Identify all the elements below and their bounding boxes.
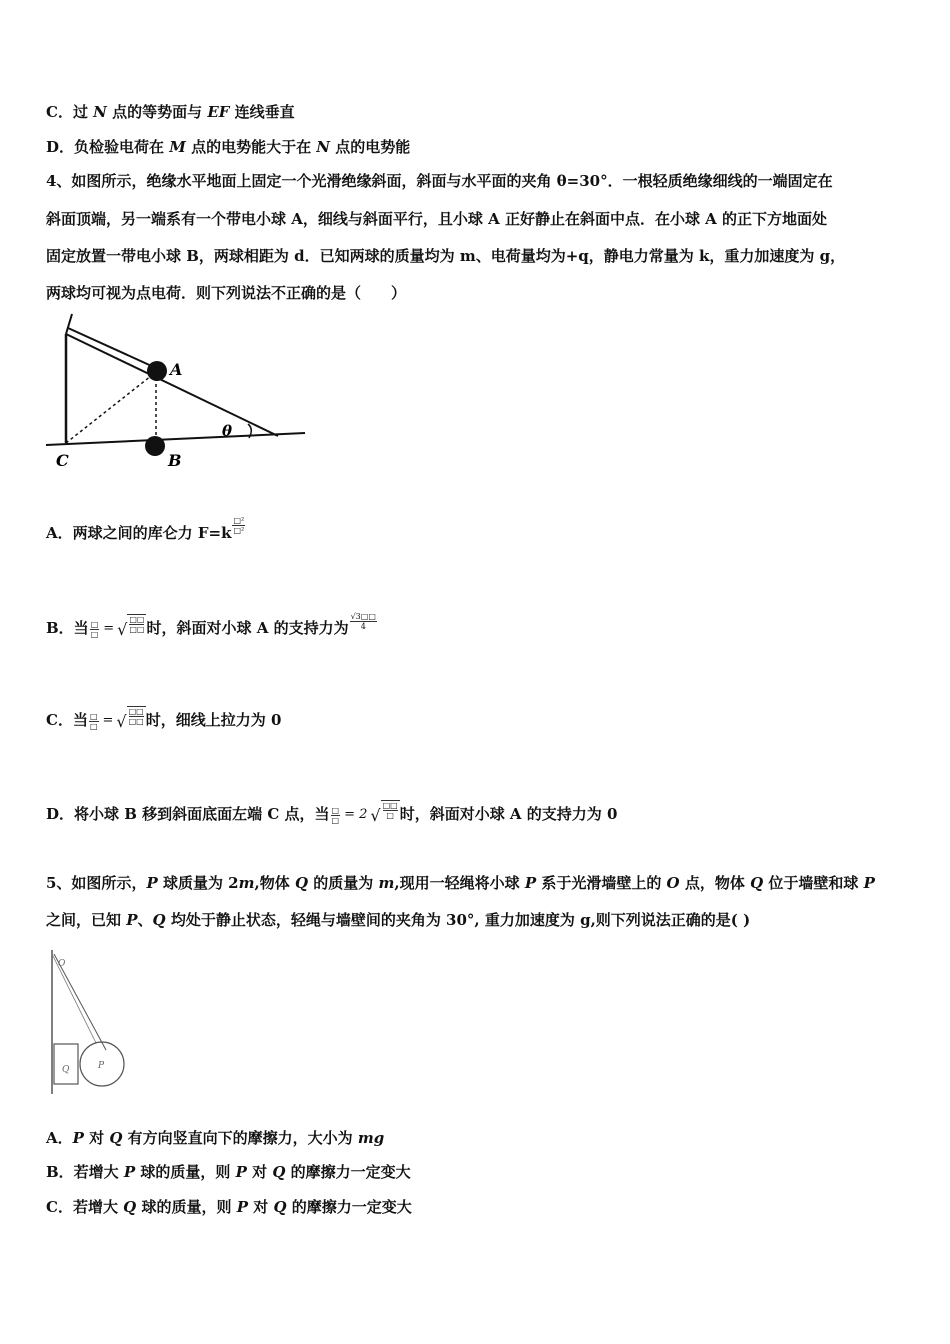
text: P — [236, 1198, 248, 1216]
text: 之间，已知 — [46, 911, 127, 929]
frac-num: □² — [233, 515, 245, 525]
text: 点的电势能大于在 — [185, 138, 317, 156]
top-stub — [66, 314, 72, 334]
text: 的摩擦力一定变大 — [286, 1198, 412, 1216]
text: P — [72, 1129, 84, 1147]
label-b: B — [168, 451, 182, 470]
text: m — [238, 874, 255, 892]
text: 、 — [137, 911, 153, 929]
text: C．若增大 — [46, 1198, 124, 1216]
text: N — [93, 103, 107, 121]
q4-option-d — [46, 800, 617, 830]
text: 连线垂直 — [229, 103, 295, 121]
text: Q — [152, 911, 166, 929]
label-theta: θ — [222, 422, 233, 440]
text: 时，斜面对小球 A 的支持力为 0 — [399, 805, 618, 823]
text: A．两球之间的库仑力 F=k — [46, 524, 232, 542]
text: 点的电势能 — [330, 138, 411, 156]
text: 对 — [246, 1163, 273, 1181]
q4-option-b — [46, 611, 378, 644]
frac-den: 4 — [360, 621, 366, 631]
text: Q — [109, 1129, 123, 1147]
frac-num: □ — [89, 711, 98, 721]
text: 球的质量，则 — [136, 1198, 237, 1216]
text: P — [123, 1163, 136, 1181]
dashed-diagonal — [66, 372, 156, 443]
label-o: O — [58, 959, 66, 969]
ball-a — [147, 361, 167, 381]
rad-den: □□ — [128, 717, 144, 726]
text: EF — [207, 103, 230, 121]
text: B．若增大 — [46, 1163, 124, 1181]
frac-num: □ — [90, 619, 99, 629]
text: m — [378, 874, 395, 892]
text: 点的等势面与 — [106, 103, 208, 121]
text: B．当 — [46, 619, 89, 637]
text: 均处于静止状态，轻绳与墙壁间的夹角为 30°, 重力加速度为 g,则下列说法正确的是( ) — [165, 911, 751, 929]
text: 有方向竖直向下的摩擦力，大小为 — [122, 1129, 358, 1147]
rad-den: □□ — [129, 625, 145, 634]
q4-stem-line-3: 固定放置一带电小球 B，两球相距为 d．已知两球的质量均为 m、电荷量均为+q，静电力常量为 k，重力加速度为 g， — [46, 247, 846, 265]
text: 球的质量，则 — [135, 1163, 236, 1181]
text: P — [863, 874, 875, 892]
q4-option-c — [46, 706, 281, 736]
label-a: A — [170, 360, 183, 379]
rad-den: □ — [386, 811, 394, 820]
text: 系于光滑墙壁上的 — [536, 874, 667, 892]
text: ,现用一轻绳将小球 — [394, 874, 525, 892]
rad-num: □□ — [129, 615, 145, 624]
text: Q — [273, 1198, 287, 1216]
text: 的摩擦力一定变大 — [285, 1163, 411, 1181]
text: O — [666, 874, 680, 892]
q4-stem-line-2: 斜面顶端，另一端系有一个带电小球 A，细线与斜面平行，且小球 A 正好静止在斜面中点．在小球 A 的正下方地面处 — [46, 210, 828, 228]
text: P — [524, 874, 537, 892]
text: 位于墙壁和球 — [763, 874, 864, 892]
text: 时，细线上拉力为 0 — [145, 711, 282, 729]
text: 点，物体 — [679, 874, 751, 892]
q4-stem-line-4: 两球均可视为点电荷．则下列说法不正确的是（ ） — [46, 284, 407, 302]
q5-option-c — [46, 1197, 412, 1217]
fraction — [331, 806, 341, 825]
text: D．将小球 B 移到斜面底面左端 C 点，当 — [46, 805, 330, 823]
rad-num: □□ — [128, 707, 144, 716]
frac-den: □ — [90, 629, 99, 639]
frac-den: □² — [233, 525, 245, 535]
text: C．当 — [46, 711, 88, 729]
block-q — [54, 1044, 78, 1084]
q3-option-d — [46, 137, 410, 157]
rad-num: □□ — [382, 801, 398, 810]
text: mg — [357, 1129, 385, 1147]
text: 对 — [83, 1129, 110, 1147]
text: D．负检验电荷在 — [46, 138, 170, 156]
q4-stem-line-1: 4、如图所示，绝缘水平地面上固定一个光滑绝缘斜面，斜面与水平面的夹角 θ=30°．一根轻质绝缘细线的一端固定在 — [46, 172, 833, 190]
text: C．过 — [46, 103, 94, 121]
text: 5、如图所示， — [46, 874, 147, 892]
equals: = 2 — [344, 807, 368, 822]
text: 球质量为 2 — [157, 874, 239, 892]
label-p: P — [98, 1061, 105, 1071]
frac-den: □ — [89, 721, 98, 731]
frac-num: □ — [331, 805, 340, 815]
label-c: C — [56, 451, 69, 470]
text: P — [126, 911, 138, 929]
q5-option-b — [46, 1162, 411, 1182]
text: A． — [46, 1129, 73, 1147]
fraction — [232, 516, 245, 535]
text: Q — [294, 874, 309, 892]
text: 的质量为 — [308, 874, 379, 892]
text: ,物体 — [254, 874, 295, 892]
text: P — [235, 1163, 247, 1181]
text: Q — [272, 1163, 286, 1181]
incline-slope — [66, 334, 278, 436]
q5-wall-figure — [44, 948, 134, 1098]
text: Q — [750, 874, 764, 892]
equals: = — [103, 621, 115, 636]
text: 时，斜面对小球 A 的支持力为 — [146, 619, 349, 637]
fraction — [90, 620, 100, 639]
sqrt: √ □□ □ — [370, 801, 398, 825]
text: 对 — [247, 1198, 274, 1216]
text: M — [169, 138, 186, 156]
text: P — [146, 874, 158, 892]
sqrt: √ □□ □□ — [116, 707, 144, 731]
q4-incline-figure — [42, 310, 312, 475]
text: Q — [123, 1198, 137, 1216]
frac-den: □ — [331, 815, 340, 825]
q5-stem-line-1 — [46, 873, 875, 893]
text: N — [316, 138, 331, 156]
q3-option-c — [46, 102, 295, 122]
q4-option-a — [46, 515, 246, 544]
q5-option-a — [46, 1128, 384, 1148]
fraction — [89, 712, 99, 731]
label-q: Q — [62, 1065, 70, 1075]
ground-line — [46, 433, 305, 445]
sqrt: √ □□ □□ — [117, 615, 145, 639]
thread — [68, 328, 156, 368]
ball-b — [145, 436, 165, 456]
q5-stem-line-2 — [46, 910, 750, 930]
result-fraction — [350, 612, 377, 631]
frac-num: √3□□ — [350, 611, 376, 621]
equals: = — [102, 713, 114, 728]
